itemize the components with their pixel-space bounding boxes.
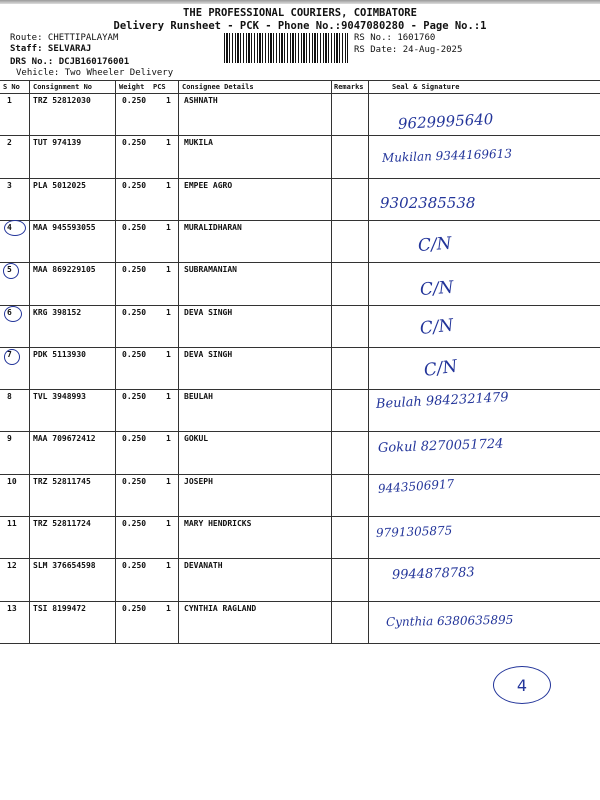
row-pieces: 1	[166, 519, 171, 528]
row-consignee-name: JOSEPH	[184, 476, 213, 486]
row-serial-number: 8	[7, 392, 12, 402]
row-pieces: 1	[166, 307, 171, 317]
runsheet-subtitle: Delivery Runsheet - PCK - Phone No.:9047080280 - Page No.:1	[113, 20, 487, 32]
row-serial-number: 7	[7, 349, 12, 359]
row-weight: 0.250	[122, 349, 147, 359]
row-handwritten-signature: Cynthia 6380635895	[385, 612, 514, 629]
row-serial-number: 9	[7, 434, 12, 444]
row-consignee-name: MURALIDHARAN	[184, 222, 242, 232]
row-serial-number: 5	[7, 265, 12, 275]
row-consignee-name: MARY HENDRICKS	[184, 519, 252, 528]
row-consignment-no: MAA 709672412	[33, 434, 96, 444]
row-handwritten-signature: 9443506917	[377, 476, 455, 496]
row-pieces: 1	[166, 392, 171, 402]
pen-circle-mark	[3, 263, 19, 279]
row-consignee-name: DEVA SINGH	[184, 349, 233, 359]
row-handwritten-signature: 9944878783	[391, 565, 475, 584]
row-consignee-name: BEULAH	[184, 392, 213, 402]
row-pieces: 1	[166, 138, 171, 148]
row-handwritten-signature: Mukilan 9344169613	[381, 146, 513, 166]
row-divider	[0, 643, 600, 644]
vehicle-label: Vehicle: Two Wheeler Delivery	[16, 68, 174, 78]
row-consignment-no: MAA 869229105	[33, 265, 96, 275]
row-consignment-no: TUT 974139	[33, 138, 82, 148]
row-weight: 0.250	[122, 138, 147, 148]
row-consignment-no: PDK 5113930	[33, 349, 86, 359]
row-serial-number: 1	[7, 96, 12, 105]
row-consignee-name: EMPEE AGRO	[184, 180, 233, 190]
row-consignment-no: TVL 3948993	[33, 392, 86, 402]
row-pieces: 1	[166, 349, 171, 359]
row-serial-number: 4	[7, 222, 12, 232]
row-consignee-name: SUBRAMANIAN	[184, 265, 237, 275]
row-consignment-no: SLM 376654598	[33, 561, 96, 571]
row-weight: 0.250	[122, 180, 147, 190]
company-title: THE PROFESSIONAL COURIERS, COIMBATORE	[183, 7, 417, 19]
pen-circle-mark	[4, 349, 20, 365]
row-pieces: 1	[166, 222, 171, 232]
pen-circle-mark	[4, 306, 22, 322]
row-consignee-name: MUKILA	[184, 138, 213, 148]
col-header-seal: Seal & Signature	[392, 83, 460, 91]
table-row	[0, 305, 600, 347]
pen-circle-mark	[4, 220, 26, 236]
row-handwritten-signature: C/N	[422, 356, 459, 381]
row-handwritten-signature: 9791305875	[375, 523, 453, 540]
row-consignment-no: TRZ 52811745	[33, 476, 91, 486]
table-top-border	[0, 80, 600, 81]
row-serial-number: 12	[7, 561, 17, 571]
row-serial-number: 11	[7, 519, 17, 528]
row-serial-number: 10	[7, 476, 17, 486]
row-weight: 0.250	[122, 561, 147, 571]
row-handwritten-signature: C/N	[419, 277, 455, 301]
row-pieces: 1	[166, 603, 171, 613]
row-consignment-no: TRZ 52812030	[33, 96, 91, 105]
row-pieces: 1	[166, 265, 171, 275]
row-handwritten-signature: C/N	[417, 233, 453, 256]
col-header-consignment: Consignment No	[33, 83, 93, 91]
row-pieces: 1	[166, 561, 171, 571]
row-consignee-name: DEVA SINGH	[184, 307, 233, 317]
table-row	[0, 178, 600, 220]
row-handwritten-signature: Gokul 8270051724	[377, 437, 504, 457]
col-header-pcs: PCS	[153, 83, 166, 91]
row-weight: 0.250	[122, 265, 147, 275]
row-serial-number: 3	[7, 180, 12, 190]
rs-number: RS No.: 1601760	[354, 33, 436, 43]
row-handwritten-signature: 9629995640	[397, 110, 494, 133]
row-pieces: 1	[166, 180, 171, 190]
scan-top-band	[0, 0, 600, 4]
row-consignment-no: MAA 945593055	[33, 222, 96, 232]
row-consignment-no: TSI 8199472	[33, 603, 86, 613]
row-weight: 0.250	[122, 434, 147, 444]
row-consignee-name: ASHNATH	[184, 96, 218, 105]
row-weight: 0.250	[122, 96, 147, 105]
col-header-remarks: Remarks	[334, 83, 364, 91]
row-weight: 0.250	[122, 222, 147, 232]
table-row	[0, 389, 600, 431]
row-consignee-name: CYNTHIA RAGLAND	[184, 603, 257, 613]
row-handwritten-signature: 9302385538	[380, 193, 476, 212]
drs-label: DRS No.: DCJB160176001	[10, 57, 130, 67]
row-weight: 0.250	[122, 476, 147, 486]
row-consignee-name: GOKUL	[184, 434, 209, 444]
table-row	[0, 347, 600, 389]
rs-date: RS Date: 24-Aug-2025	[354, 45, 463, 55]
row-serial-number: 2	[7, 138, 12, 148]
row-weight: 0.250	[122, 392, 147, 402]
col-header-consignee: Consignee Details	[182, 83, 254, 91]
route-label: Route: CHETTIPALAYAM	[10, 33, 119, 43]
row-weight: 0.250	[122, 603, 147, 613]
row-consignment-no: TRZ 52811724	[33, 519, 91, 528]
row-weight: 0.250	[122, 307, 147, 317]
row-handwritten-signature: C/N	[418, 315, 455, 339]
col-header-sno: S No	[3, 83, 20, 91]
staff-label: Staff: SELVARAJ	[10, 44, 92, 54]
barcode-image	[224, 33, 348, 63]
col-header-weight: Weight	[119, 83, 145, 91]
row-serial-number: 13	[7, 603, 17, 613]
row-consignment-no: KRG 398152	[33, 307, 82, 317]
row-pieces: 1	[166, 476, 171, 486]
page-mark-circle	[493, 666, 551, 704]
row-pieces: 1	[166, 434, 171, 444]
row-consignee-name: DEVANATH	[184, 561, 223, 571]
row-serial-number: 6	[7, 307, 12, 317]
page-mark-text: 4	[516, 675, 528, 695]
row-consignment-no: PLA 5012025	[33, 180, 86, 190]
row-weight: 0.250	[122, 519, 147, 528]
row-handwritten-signature: Beulah 9842321479	[375, 390, 509, 413]
row-pieces: 1	[166, 96, 171, 105]
